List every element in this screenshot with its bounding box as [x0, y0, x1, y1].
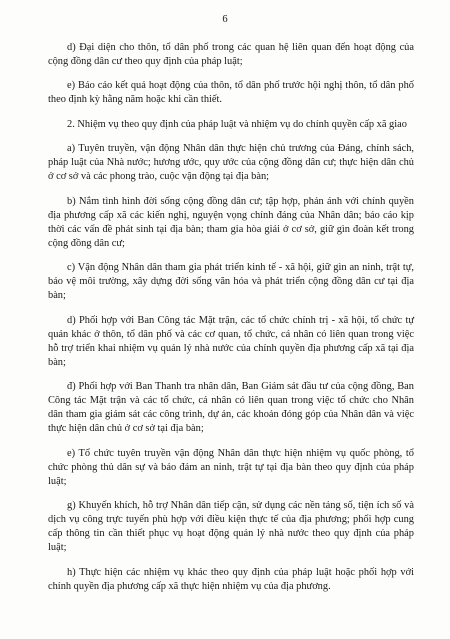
- paragraph-e-report: e) Báo cáo kết quả hoạt động của thôn, tổ dân phố trước hội nghị thôn, tổ dân phố theo định kỳ hằng năm hoặc khi cần thiết.: [48, 80, 414, 106]
- section-heading-2: 2. Nhiệm vụ theo quy định của pháp luật và nhiệm vụ do chính quyền cấp xã giao: [67, 118, 407, 130]
- paragraph-e-defense: e) Tổ chức tuyên truyền vận động Nhân dân thực hiện nhiệm vụ quốc phòng, tổ chức phòng thủ dân sự và bảo đảm an ninh, trật tự tại địa bàn theo quy định của pháp luật;: [48, 447, 414, 487]
- paragraph-d-coordinate: d) Phối hợp với Ban Công tác Mặt trận, các tổ chức chính trị - xã hội, tổ chức tự quản khác ở thôn, tổ dân phố và các cơ quan, tổ chức, cá nhân có liên quan trong việc hỗ trợ triển khai nhiệm vụ quản lý nhà nước của chính quyền địa phương cấp xã tại địa bàn;: [48, 314, 414, 368]
- paragraph-h-other: h) Thực hiện các nhiệm vụ khác theo quy định của pháp luật hoặc phối hợp với chính quyền địa phương cấp xã thực hiện nhiệm vụ của địa phương.: [48, 566, 414, 592]
- paragraph-g-digital: g) Khuyến khích, hỗ trợ Nhân dân tiếp cận, sử dụng các nền tảng số, tiện ích số và dịch vụ công trực tuyến phù hợp với điều kiện thực tế của địa phương; phối hợp cung cấp thông tin cần thiết phục vụ hoạt động quản lý nhà nước theo quy định của pháp luật;: [48, 500, 414, 554]
- page-number: 6: [222, 14, 228, 25]
- paragraph-a-propaganda: a) Tuyên truyền, vận động Nhân dân thực hiện chủ trương của Đảng, chính sách, pháp luật của Nhà nước; hương ước, quy ước của cộng đồng dân cư; thực hiện dân chủ ở cơ sở và các phong trào, cuộc vận động tại địa bàn;: [48, 143, 414, 183]
- paragraph-b-monitor: b) Nắm tình hình đời sống cộng đồng dân cư; tập hợp, phản ánh với chính quyền địa phương cấp xã các kiến nghị, nguyện vọng chính đáng của Nhân dân; báo cáo kịp thời các vấn đề phát sinh tại địa bàn; tham gia hòa giải ở cơ sở, giữ gìn đoàn kết trong cộng đồng dân cư;: [48, 195, 414, 249]
- document-body: [48, 41, 414, 604]
- paragraph-dd-inspection: đ) Phối hợp với Ban Thanh tra nhân dân, Ban Giám sát đầu tư của cộng đồng, Ban Công tác Mặt trận và các tổ chức, cá nhân có liên quan trong việc tổ chức cho Nhân dân tham gia giám sát các công trình, dự án, các khoản đóng góp của Nhân dân và việc thực hiện dân chủ ở cơ sở tại địa bàn;: [48, 381, 414, 435]
- paragraph-d-represent: d) Đại diện cho thôn, tổ dân phố trong các quan hệ liên quan đến hoạt động của cộng đồng dân cư theo quy định của pháp luật;: [48, 42, 414, 68]
- paragraph-c-mobilize: c) Vận động Nhân dân tham gia phát triển kinh tế - xã hội, giữ gìn an ninh, trật tự, bảo vệ môi trường, xây dựng đời sống văn hóa và phát triển cộng đồng dân cư tại địa bàn;: [48, 262, 414, 302]
